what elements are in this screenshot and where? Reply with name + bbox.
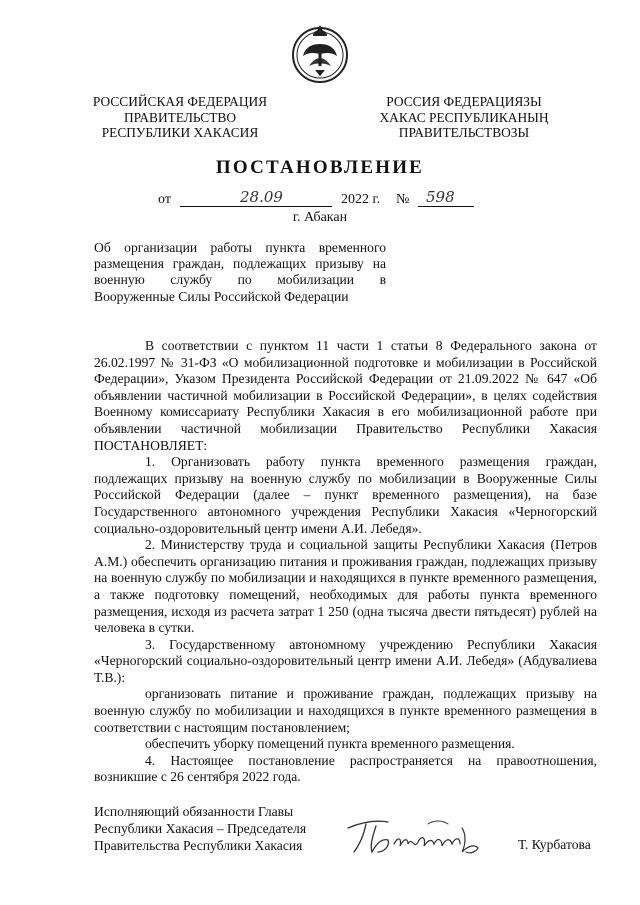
signatory-line-3: Правительства Республики Хакасия <box>94 838 303 853</box>
document-subject <box>94 240 386 305</box>
date-handwritten: 28.09 <box>240 188 283 206</box>
date-prefix: от <box>158 192 171 207</box>
clause-1: 1. Организовать работу пункта временного размещения граждан, подлежащих призыву на военную службу по мобилизации в Вооруженные Силы Российской Федерации (далее – пункт временного размещения), на базе Государственного автономного учреждения Республики Хакасия «Черногорский социально-оздоровительный центр имени А.И. Лебедя». <box>94 454 597 536</box>
handwritten-signature-icon <box>342 808 502 862</box>
signatory-line-1: Исполняющий обязанности Главы <box>94 804 294 819</box>
clause-3-item-1: организовать питание и проживание граждан, подлежащих призыву на военную службу по мобилизации и находящихся в пункте временного размещения в соответствии с настоящим постановлением; <box>94 686 597 735</box>
subject-line-2: размещения граждан, подлежащих призыву на <box>94 256 386 272</box>
preamble-paragraph: В соответствии с пунктом 11 части 1 статьи 8 Федерального закона от 26.02.1997 № 31-ФЗ «О мобилизационной подготовке и мобилизации в Российской Федерации», Указом Президента Российской Федерации от 21.09.2022 № 647 «Об объявлении частичной мобилизации в Российской Федерации», в целях содействия Военному комиссариату Республики Хакасия в его мобилизационной работе при объявлении частичной мобилизации Правительство Республики Хакасия ПОСТАНОВЛЯЕТ: <box>94 338 597 453</box>
header-right-line-3: ПРАВИТЕЛЬСТВОЗЫ <box>398 125 530 140</box>
clause-4: 4. Настоящее постановление распространяется на правоотношения, возникшие с 26 сентября 2022 года. <box>94 752 597 785</box>
header-right-khakas <box>364 94 564 141</box>
header-left-line-2: ПРАВИТЕЛЬСТВО <box>123 109 236 125</box>
number-underline <box>418 206 474 207</box>
city: г. Абакан <box>292 210 348 225</box>
header-right-line-2: ХАКАС РЕСПУБЛИКАНЫҢ <box>379 109 549 125</box>
subject-line-3: военную службу по мобилизации в <box>94 272 386 288</box>
number-handwritten: 598 <box>426 188 455 206</box>
date-year: 2022 г. <box>341 192 381 207</box>
clause-2: 2. Министерству труда и социальной защиты Республики Хакасия (Петров А.М.) обеспечить организацию питания и проживания граждан, подлежащих призыву на военную службу по мобилизации и находящихся в пункте временного размещения, а также подготовку помещений, необходимых для работы пункта временного размещения, исходя из расчета затрат 1 250 (одна тысяча двести пятьдесят) рублей на человека в сутки. <box>94 537 597 636</box>
subject-line-4: Вооруженные Силы Российской Федерации <box>94 288 349 304</box>
header-left-line-1: РОССИЙСКАЯ ФЕДЕРАЦИЯ <box>92 94 268 109</box>
coat-of-arms-emblem-icon <box>289 22 351 84</box>
document-body <box>94 338 597 786</box>
header-right-line-1: РОССИЯ ФЕДЕРАЦИЯЗЫ <box>386 94 542 109</box>
signatory-name: Т. Курбатова <box>518 837 591 852</box>
number-label: № <box>396 192 410 207</box>
subject-line-1: Об организации работы пункта временного <box>94 240 386 255</box>
clause-3-item-2: обеспечить уборку помещений пункта временного размещения. <box>145 736 515 752</box>
date-underline <box>180 206 332 207</box>
signatory-position <box>94 803 334 854</box>
document-title: ПОСТАНОВЛЕНИЕ <box>215 157 425 178</box>
signatory-line-2: Республики Хакасия – Председателя <box>94 821 307 836</box>
header-left-ru <box>80 94 280 141</box>
header-left-line-3: РЕСПУБЛИКИ ХАКАСИЯ <box>101 125 259 140</box>
clause-3: 3. Государственному автономному учреждению Республики Хакасия «Черногорский социально-оздоровительный центр имени А.И. Лебедя» (Абдувалиева Т.В.): <box>94 636 597 685</box>
